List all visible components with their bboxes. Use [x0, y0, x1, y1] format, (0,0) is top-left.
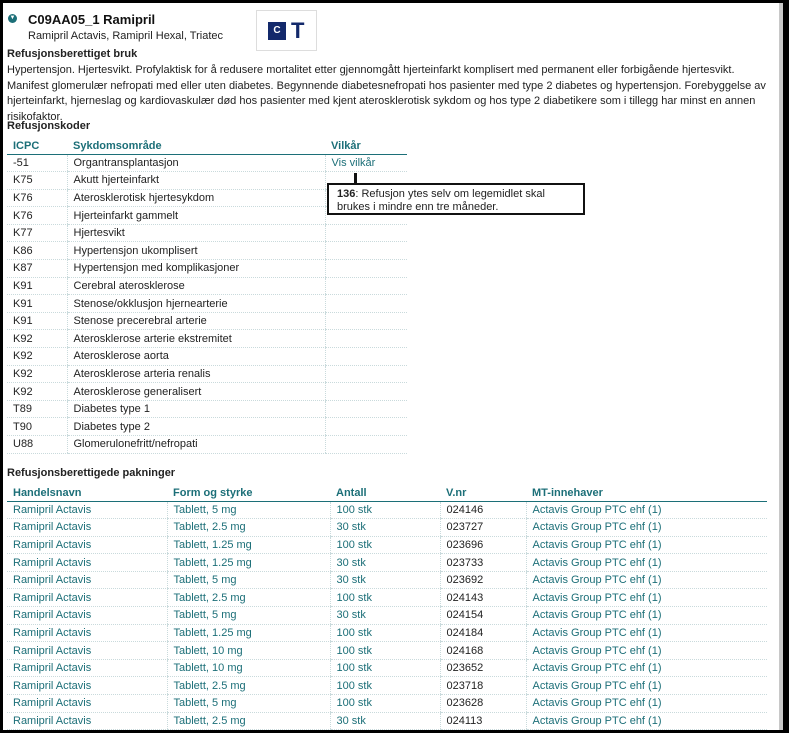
table-cell[interactable]: Tablett, 10 mg	[167, 642, 330, 660]
column-header: Vilkår	[325, 138, 407, 154]
table-cell: 023628	[440, 695, 526, 713]
table-cell[interactable]: Actavis Group PTC ehf (1)	[526, 624, 767, 642]
table-cell[interactable]: Actavis Group PTC ehf (1)	[526, 607, 767, 625]
table-cell[interactable]: Ramipril Actavis	[7, 642, 167, 660]
table-cell[interactable]: Ramipril Actavis	[7, 589, 167, 607]
table-cell: Aterosklerose arterie ekstremitet	[67, 330, 325, 348]
table-cell: K91	[7, 295, 67, 313]
table-cell[interactable]: Ramipril Actavis	[7, 571, 167, 589]
table-cell[interactable]: 100 stk	[330, 536, 440, 554]
table-cell: K76	[7, 189, 67, 207]
table-row	[7, 154, 407, 172]
table-cell	[325, 224, 407, 242]
tooltip-pointer	[354, 173, 357, 183]
table-cell: K91	[7, 277, 67, 295]
table-cell[interactable]: Actavis Group PTC ehf (1)	[526, 501, 767, 519]
table-row	[7, 677, 767, 695]
table-cell[interactable]: Tablett, 2.5 mg	[167, 519, 330, 537]
table-cell	[325, 418, 407, 436]
table-cell	[325, 242, 407, 260]
table-cell: 023733	[440, 554, 526, 572]
table-cell: Hypertensjon med komplikasjoner	[67, 260, 325, 278]
table-cell: K92	[7, 348, 67, 366]
table-cell[interactable]: 30 stk	[330, 571, 440, 589]
table-cell[interactable]: 100 stk	[330, 589, 440, 607]
table-cell[interactable]: 30 stk	[330, 519, 440, 537]
table-cell: Hjertesvikt	[67, 224, 325, 242]
table-cell[interactable]: 100 stk	[330, 501, 440, 519]
table-row	[7, 383, 407, 401]
table-cell[interactable]: Ramipril Actavis	[7, 554, 167, 572]
table-cell[interactable]: 30 stk	[330, 607, 440, 625]
column-header: Sykdomsområde	[67, 138, 325, 154]
table-cell: Aterosklerose arteria renalis	[67, 365, 325, 383]
table-cell: Organtransplantasjon	[67, 154, 325, 172]
table-cell[interactable]: 100 stk	[330, 695, 440, 713]
table-cell	[325, 277, 407, 295]
table-cell	[325, 436, 407, 454]
tooltip-code: 136	[337, 188, 356, 200]
table-cell: Stenose precerebral arterie	[67, 312, 325, 330]
table-cell[interactable]: Ramipril Actavis	[7, 501, 167, 519]
table-row	[7, 536, 767, 554]
table-cell: K77	[7, 224, 67, 242]
table-row	[7, 330, 407, 348]
table-cell[interactable]: Ramipril Actavis	[7, 659, 167, 677]
table-cell: 023652	[440, 659, 526, 677]
table-cell: Aterosklerotisk hjertesykdom	[67, 189, 325, 207]
table-cell[interactable]: 30 stk	[330, 554, 440, 572]
table-cell: Hypertensjon ukomplisert	[67, 242, 325, 260]
table-cell[interactable]: Actavis Group PTC ehf (1)	[526, 536, 767, 554]
table-row	[7, 365, 407, 383]
table-cell: K76	[7, 207, 67, 225]
table-cell[interactable]: Actavis Group PTC ehf (1)	[526, 519, 767, 537]
table-cell[interactable]: Tablett, 10 mg	[167, 659, 330, 677]
table-cell[interactable]: 100 stk	[330, 677, 440, 695]
table-cell: Hjerteinfarkt gammelt	[67, 207, 325, 225]
table-row	[7, 589, 767, 607]
table-cell[interactable]: Ramipril Actavis	[7, 712, 167, 730]
table-cell[interactable]: Actavis Group PTC ehf (1)	[526, 695, 767, 713]
table-cell: Stenose/okklusjon hjernearterie	[67, 295, 325, 313]
table-cell	[325, 260, 407, 278]
table-row	[7, 571, 767, 589]
table-cell[interactable]: Tablett, 5 mg	[167, 501, 330, 519]
page-title: C09AA05_1 Ramipril	[28, 12, 156, 27]
table-cell: Diabetes type 1	[67, 400, 325, 418]
table-cell: 023692	[440, 571, 526, 589]
table-row	[7, 418, 407, 436]
table-row	[7, 607, 767, 625]
table-cell: K75	[7, 172, 67, 190]
column-header: ICPC	[7, 138, 67, 154]
table-cell: K92	[7, 365, 67, 383]
table-row	[7, 519, 767, 537]
column-header: V.nr	[440, 485, 526, 501]
table-cell[interactable]: 100 stk	[330, 659, 440, 677]
table-cell[interactable]: Actavis Group PTC ehf (1)	[526, 554, 767, 572]
table-cell	[325, 330, 407, 348]
table-row	[7, 295, 407, 313]
table-cell[interactable]: Actavis Group PTC ehf (1)	[526, 642, 767, 660]
vis-vilkar-link[interactable]: Vis vilkår	[325, 154, 407, 172]
table-cell[interactable]: Actavis Group PTC ehf (1)	[526, 571, 767, 589]
column-header: Handelsnavn	[7, 485, 167, 501]
table-cell: T89	[7, 400, 67, 418]
table-cell: T90	[7, 418, 67, 436]
table-cell[interactable]: Actavis Group PTC ehf (1)	[526, 677, 767, 695]
table-cell: U88	[7, 436, 67, 454]
table-cell[interactable]: Ramipril Actavis	[7, 607, 167, 625]
table-cell[interactable]: Tablett, 5 mg	[167, 571, 330, 589]
table-cell: 023727	[440, 519, 526, 537]
page	[3, 3, 783, 730]
table-cell: K86	[7, 242, 67, 260]
table-cell[interactable]: Ramipril Actavis	[7, 519, 167, 537]
table-row	[7, 624, 767, 642]
table-cell[interactable]: 100 stk	[330, 624, 440, 642]
table-cell	[325, 383, 407, 401]
packages-table	[7, 485, 767, 730]
table-row	[7, 695, 767, 713]
table-cell[interactable]: Actavis Group PTC ehf (1)	[526, 659, 767, 677]
column-header: Form og styrke	[167, 485, 330, 501]
codes-heading: Refusjonskoder	[7, 120, 91, 132]
table-cell: K87	[7, 260, 67, 278]
tooltip-text: : Refusjon ytes selv om legemidlet skal brukes i mindre enn tre måneder.	[337, 188, 545, 213]
table-cell[interactable]: Tablett, 5 mg	[167, 695, 330, 713]
table-cell: -51	[7, 154, 67, 172]
table-cell[interactable]: Tablett, 2.5 mg	[167, 712, 330, 730]
ct-logo: C T	[256, 10, 317, 51]
table-cell: K92	[7, 383, 67, 401]
table-row	[7, 436, 407, 454]
table-cell: Cerebral aterosklerose	[67, 277, 325, 295]
conditions-tooltip	[327, 183, 585, 215]
table-cell[interactable]: Ramipril Actavis	[7, 695, 167, 713]
table-cell[interactable]: Tablett, 2.5 mg	[167, 677, 330, 695]
column-header: Antall	[330, 485, 440, 501]
table-cell[interactable]: Ramipril Actavis	[7, 677, 167, 695]
table-row	[7, 554, 767, 572]
table-row	[7, 400, 407, 418]
table-cell[interactable]: Tablett, 1.25 mg	[167, 536, 330, 554]
table-row	[7, 260, 407, 278]
table-cell[interactable]: Tablett, 1.25 mg	[167, 554, 330, 572]
table-row	[7, 712, 767, 730]
table-row	[7, 312, 407, 330]
table-cell: Akutt hjerteinfarkt	[67, 172, 325, 190]
table-cell: 024146	[440, 501, 526, 519]
table-row	[7, 659, 767, 677]
table-cell[interactable]: Ramipril Actavis	[7, 536, 167, 554]
table-cell: 024154	[440, 607, 526, 625]
table-cell	[325, 400, 407, 418]
table-row	[7, 501, 767, 519]
table-cell	[325, 365, 407, 383]
table-cell: Aterosklerose generalisert	[67, 383, 325, 401]
table-row	[7, 277, 407, 295]
table-cell[interactable]: Tablett, 1.25 mg	[167, 624, 330, 642]
table-cell[interactable]: 30 stk	[330, 712, 440, 730]
table-cell: 024184	[440, 624, 526, 642]
table-row	[7, 242, 407, 260]
table-cell: Aterosklerose aorta	[67, 348, 325, 366]
table-cell	[325, 295, 407, 313]
table-cell: K91	[7, 312, 67, 330]
table-cell	[325, 312, 407, 330]
table-cell[interactable]: Actavis Group PTC ehf (1)	[526, 589, 767, 607]
table-cell: 023718	[440, 677, 526, 695]
table-cell: 024143	[440, 589, 526, 607]
page-subtitle: Ramipril Actavis, Ramipril Hexal, Triatec	[28, 30, 223, 42]
table-cell[interactable]: Tablett, 5 mg	[167, 607, 330, 625]
table-cell[interactable]: 100 stk	[330, 642, 440, 660]
table-cell[interactable]: Actavis Group PTC ehf (1)	[526, 712, 767, 730]
table-cell: 024113	[440, 712, 526, 730]
usage-text: Hypertensjon. Hjertesvikt. Profylaktisk for å redusere mortalitet etter gjennomgått hjerteinfarkt komplisert med permanent eller forbigående hjertesvikt. Manifest glomerulær nefropati med eller uten diabetes. Begynnende diabetesnefropati hos pasienter med type 2 diabetes og hypertensjon. Forebyggelse av hjerteinfarkt, hjerneslag og kardiovaskulær død hos pasienter med kjent aterosklerotisk sykdom og hos type 2 diabetikere som i tillegg har minst en annen risikofaktor.	[7, 64, 766, 123]
table-cell: 023696	[440, 536, 526, 554]
table-cell: 024168	[440, 642, 526, 660]
table-cell: Diabetes type 2	[67, 418, 325, 436]
table-cell[interactable]: Ramipril Actavis	[7, 624, 167, 642]
chevron-down-icon[interactable]: ▼	[9, 15, 16, 21]
table-cell[interactable]: Tablett, 2.5 mg	[167, 589, 330, 607]
table-row	[7, 348, 407, 366]
packages-heading: Refusjonsberettigede pakninger	[7, 467, 176, 479]
table-cell: K92	[7, 330, 67, 348]
table-cell: Glomerulonefritt/nefropati	[67, 436, 325, 454]
table-cell	[325, 348, 407, 366]
table-row	[7, 224, 407, 242]
column-header: MT-innehaver	[526, 485, 767, 501]
table-row	[7, 642, 767, 660]
usage-heading: Refusjonsberettiget bruk	[7, 48, 138, 60]
